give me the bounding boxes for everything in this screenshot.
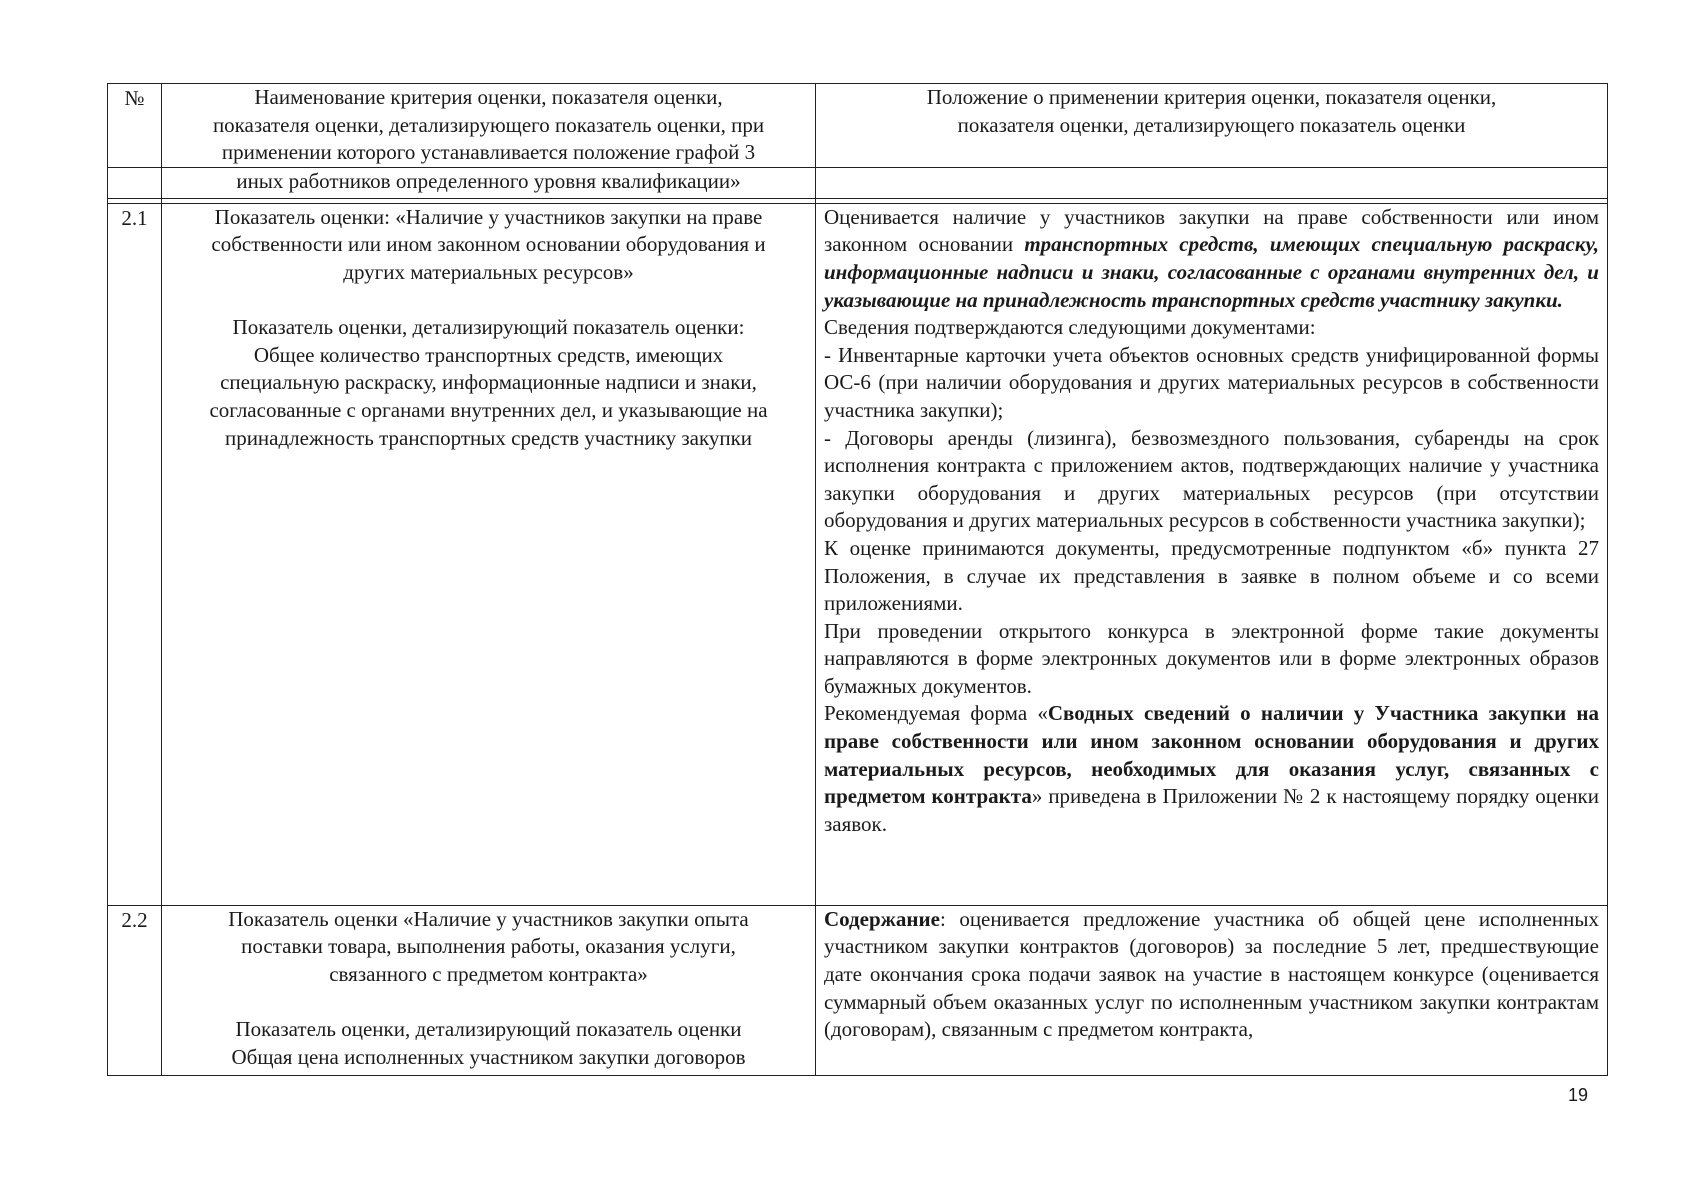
acceptance-paragraph: К оценке принимаются документы, предусмотренные подпунктом «б» пункта 27 Положения, в случае их представления в заявке в полном объеме и со всеми приложениями.: [824, 535, 1599, 616]
indicator-line: связанного с предметом контракта»: [329, 961, 648, 986]
header-position-cell: [816, 84, 1608, 168]
indicator-cell: [162, 203, 816, 905]
continuation-name-cell: [162, 167, 816, 198]
paragraph-gap: [170, 989, 807, 1017]
position-cell: [816, 203, 1608, 905]
table-row-2-2: [108, 905, 1608, 1075]
header-position-line: показателя оценки, детализирующего показатель оценки: [957, 112, 1466, 137]
page-number: 19: [1568, 1085, 1589, 1105]
continuation-position-cell: [816, 167, 1608, 198]
header-name-line: показателя оценки, детализирующего показатель оценки, при: [212, 112, 765, 137]
form-prefix: Рекомендуемая форма «: [824, 701, 1048, 726]
indicator-line: других материальных ресурсов»: [343, 259, 634, 284]
table-row-2-1: [108, 203, 1608, 905]
criteria-table: [107, 83, 1608, 1076]
detail-line: Показатель оценки, детализирующий показатель оценки:: [232, 315, 745, 340]
indicator-line: собственности или ином законном основании оборудования и: [211, 232, 766, 257]
document-list-item: - Инвентарные карточки учета объектов основных средств унифицированной формы ОС-6 (при наличии оборудования и других материальных ресурсов в собственности участника закупки);: [824, 342, 1599, 422]
detail-line: Общее количество транспортных средств, имеющих: [253, 342, 724, 367]
indicator-cell: [162, 905, 816, 1075]
detail-line: Общая цена исполненных участником закупки договоров: [231, 1044, 746, 1069]
form-suffix: » приведена в Приложении № 2 к настоящему порядку оценки заявок.: [824, 784, 1600, 836]
header-row: [108, 84, 1608, 168]
paragraph-gap: [170, 287, 807, 315]
continuation-num-cell: [108, 167, 162, 198]
content-text: : оценивается предложение участника об общей цене исполненных участником закупки контрактов (договоров) за последние 5 лет, предшествующие дате окончания срока подачи заявок на участие в настоящем конкурсе (оценивается суммарный объем оказанных услуг по исполненным участником закупки контрактам (договорам), связанным с предметом контракта,: [824, 906, 1599, 1042]
content-paragraph: [824, 906, 1599, 1044]
document-list-item: - Договоры аренды (лизинга), безвозмездного пользования, субаренды на срок исполнения контракта с приложением актов, подтверждающих наличие у участника закупки оборудования и других материальных ресурсов (при отсутствии оборудования и других материальных ресурсов в собственности участника закупки);: [824, 425, 1599, 533]
content-label: Содержание: [824, 906, 940, 931]
form-title: Сводных сведений о наличии у Участника закупки на праве собственности или ином законном основании оборудования и других материальных ресурсов, необходимых для оказания услуг, связанных с предметом контракта: [824, 701, 1599, 809]
position-cell: [816, 905, 1608, 1075]
assessment-emphasis: транспортных средств, имеющих специальную раскраску, информационные надписи и знаки, согласованные с органами внутренних дел, и указывающие на принадлежность транспортных средств участнику закупки.: [824, 232, 1599, 312]
row-num: 2.2: [121, 907, 148, 932]
documents-intro: Сведения подтверждаются следующими документами:: [824, 315, 1316, 340]
header-num-cell: [108, 84, 162, 168]
detail-line: принадлежность транспортных средств участнику закупки: [224, 425, 753, 450]
indicator-line: Показатель оценки «Наличие у участников закупки опыта: [228, 906, 749, 931]
assessment-paragraph: [824, 204, 1599, 314]
recommended-form-paragraph: [824, 700, 1599, 838]
header-num: №: [124, 86, 145, 110]
detail-line: согласованные с органами внутренних дел, и указывающие на: [209, 397, 768, 422]
electronic-form-paragraph: При проведении открытого конкурса в электронной форме такие документы направляются в форме электронных документов или в форме электронных образов бумажных документов.: [824, 618, 1599, 698]
indicator-line: Показатель оценки: «Наличие у участников закупки на праве: [214, 204, 763, 229]
detail-line: специальную раскраску, информационные надписи и знаки,: [220, 370, 757, 395]
header-position-line: Положение о применении критерия оценки, показателя оценки,: [926, 85, 1497, 109]
continuation-row: [108, 167, 1608, 198]
header-name-cell: [162, 84, 816, 168]
indicator-line: поставки товара, выполнения работы, оказания услуги,: [241, 934, 736, 959]
row-num: 2.1: [121, 205, 148, 230]
continuation-text: иных работников определенного уровня квалификации»: [236, 168, 741, 193]
detail-line: Показатель оценки, детализирующий показатель оценки: [235, 1017, 742, 1042]
header-name-line: Наименование критерия оценки, показателя оценки,: [254, 85, 723, 109]
assessment-text: Оценивается наличие у участников закупки на праве собственности или ином законном основании: [824, 204, 1599, 257]
row-num-cell: [108, 203, 162, 905]
row-num-cell: [108, 905, 162, 1075]
header-name-line: применении которого устанавливается положение графой 3: [221, 140, 756, 165]
